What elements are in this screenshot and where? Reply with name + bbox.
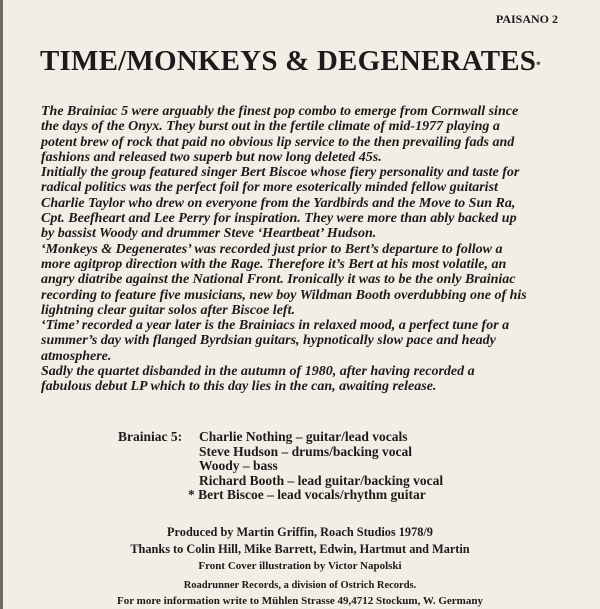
- liner-notes-line: fabulous debut LP which to this day lies in the can, awaiting release.: [41, 379, 437, 395]
- liner-notes-line: The Brainiac 5 were arguably the finest pop combo to emerge from Cornwall since: [41, 104, 519, 119]
- liner-notes-line: ‘Monkeys & Degenerates’ was recorded just prior to Bert’s departure to follow a: [41, 241, 503, 257]
- liner-notes-line: angry diatribe against the National Front. Ironically it was to be the only Brainiac: [41, 272, 516, 288]
- liner-notes-line: more agitprop direction with the Rage. Therefore it’s Bert at his most volatile, an: [41, 256, 507, 272]
- thanks-credit: Thanks to Colin Hill, Mike Barrett, Edwin, Hartmut and Martin: [130, 542, 470, 556]
- liner-notes-line: by bassist Woody and drummer Steve ‘Heartbeat’ Hudson.: [41, 226, 377, 242]
- liner-notes-line: radical politics was the perfect foil for more esoterically minded fellow guitarist: [41, 180, 498, 196]
- title-asterisk: *: [536, 60, 541, 70]
- lineup-member: Steve Hudson – drums/backing vocal: [199, 443, 413, 459]
- lineup-member: Woody – bass: [199, 458, 278, 474]
- liner-notes-line: Charlie Taylor who drew on everyone from the Yardbirds and the Move to Sun Ra,: [41, 195, 516, 211]
- liner-notes-line: lightning clear guitar solos after Biscoe left.: [41, 302, 295, 318]
- catalog-number: PAISANO 2: [495, 12, 558, 26]
- contact-address: For more information write to Mühlen Strasse 49,4712 Stockum, W. Germany: [117, 595, 483, 607]
- cover-credit: Front Cover illustration by Victor Napolski: [198, 560, 402, 572]
- liner-notes: [41, 104, 527, 395]
- page-title: [40, 44, 541, 78]
- liner-notes-line: the days of the Onyx. They burst out in the fertile climate of mid-1977 playing a: [41, 119, 500, 135]
- lineup-member: * Bert Biscoe – lead vocals/rhythm guitar: [188, 487, 426, 503]
- liner-notes-line: atmosphere.: [41, 348, 112, 364]
- liner-notes-line: Cpt. Beefheart and Lee Perry for inspiration. They were more than ably backed up: [41, 211, 517, 227]
- liner-notes-line: Initially the group featured singer Bert Biscoe whose fiery personality and taste for: [41, 165, 520, 181]
- band-lineup: [118, 430, 443, 503]
- lineup-member: Charlie Nothing – guitar/lead vocals: [199, 429, 408, 444]
- lineup-label: Brainiac 5:: [118, 429, 183, 444]
- producer-credit: Produced by Martin Griffin, Roach Studios 1978/9: [167, 525, 433, 539]
- liner-notes-line: Sadly the quartet disbanded in the autumn of 1980, after having recorded a: [41, 364, 475, 380]
- liner-notes-line: recording to feature five musicians, new boy Wildman Booth overdubbing one of his: [41, 287, 527, 303]
- liner-notes-line: potent brew of rock that paid no obvious lip service to the then prevailing fads and: [41, 134, 515, 150]
- liner-notes-line: fashions and released two superb but now long deleted 45s.: [41, 149, 382, 165]
- lineup-members: [188, 430, 443, 503]
- title-text: TIME/MONKEYS & DEGENERATES: [40, 45, 537, 77]
- liner-notes-line: summer’s day with flanged Byrdsian guitars, hypnotically slow pace and heady: [41, 333, 496, 349]
- lineup-member: Richard Booth – lead guitar/backing vocal: [199, 472, 444, 488]
- liner-notes-line: ‘Time’ recorded a year later is the Brainiacs in relaxed mood, a perfect tune for a: [41, 318, 510, 334]
- sleeve-edge: [0, 0, 3, 609]
- record-label: Roadrunner Records, a division of Ostrich Records.: [183, 580, 417, 591]
